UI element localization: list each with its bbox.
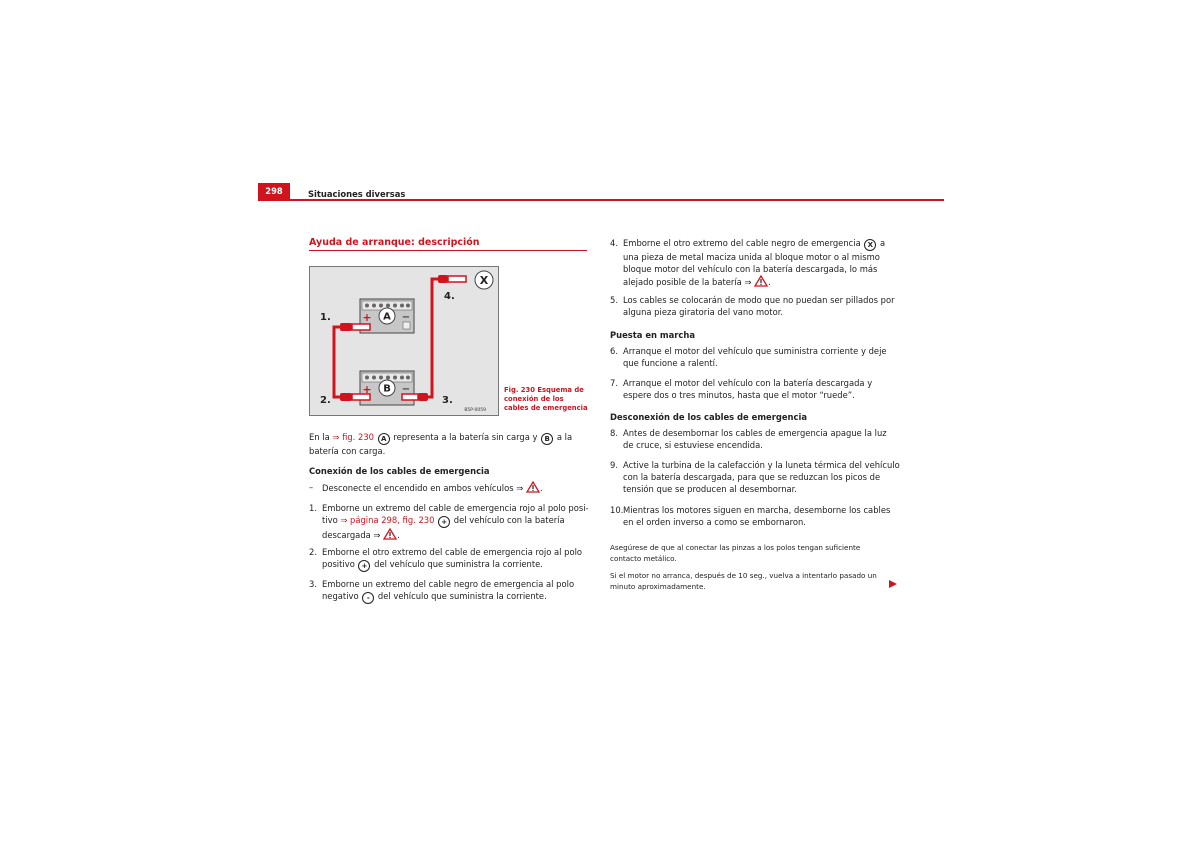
minus-a: − — [401, 312, 411, 323]
minus-b: − — [401, 384, 411, 395]
badge-x: X — [864, 239, 876, 251]
fig-link[interactable]: ⇒ fig. 230 — [332, 432, 374, 442]
section-title: Ayuda de arranque: descripción — [309, 237, 480, 248]
clamp-1 — [340, 323, 370, 331]
heading-start: Puesta en marcha — [610, 330, 695, 340]
badge-b: B — [541, 433, 553, 445]
badge-plus: + — [358, 560, 370, 572]
step-label-1: 1. — [320, 312, 331, 323]
running-title: Situaciones diversas — [308, 189, 406, 199]
label-battery-a: A — [383, 311, 391, 323]
note-contact: Asegúrese de que al conectar las pinzas a los polos tengan suficiente contacto metálico. — [610, 543, 861, 563]
page-link[interactable]: ⇒ página 298, fig. 230 — [340, 515, 435, 526]
badge-minus: - — [362, 592, 374, 604]
warning-icon — [383, 528, 397, 540]
label-ground: X — [479, 274, 489, 287]
clamp-4 — [438, 275, 466, 283]
red-cable — [334, 327, 344, 397]
step-label-2: 2. — [320, 395, 331, 406]
step-label-4: 4. — [444, 291, 455, 302]
figure-code: B5P-0059 — [464, 408, 486, 413]
header-rule — [258, 199, 944, 201]
figure-caption: Fig. 230 Esquema de conexión de los cables de emergencia — [504, 386, 588, 412]
label-battery-b: B — [383, 383, 391, 395]
black-cable — [422, 279, 444, 397]
figure-jump-start — [309, 266, 499, 416]
intro-paragraph: En la ⇒ fig. 230 A representa a la batería sin carga y B a la batería con carga. — [309, 432, 573, 456]
badge-a: A — [378, 433, 390, 445]
page-number-box — [258, 183, 290, 200]
plus-a: + — [362, 311, 372, 324]
badge-plus: + — [438, 516, 450, 528]
warning-icon — [526, 481, 540, 493]
plus-b: + — [362, 383, 372, 396]
jump-start-diagram — [310, 267, 498, 415]
heading-connection: Conexión de los cables de emergencia — [309, 466, 490, 476]
note-retry: Si el motor no arranca, después de 10 seg., vuelva a intentarlo pasado un minuto aproximadamente. — [610, 571, 877, 591]
continue-arrow-icon — [889, 580, 897, 588]
step-label-3: 3. — [442, 395, 453, 406]
page-number: 298 — [265, 186, 283, 196]
section-rule — [309, 250, 587, 251]
heading-disconnect: Desconexión de los cables de emergencia — [610, 412, 807, 422]
warning-icon — [754, 275, 768, 287]
